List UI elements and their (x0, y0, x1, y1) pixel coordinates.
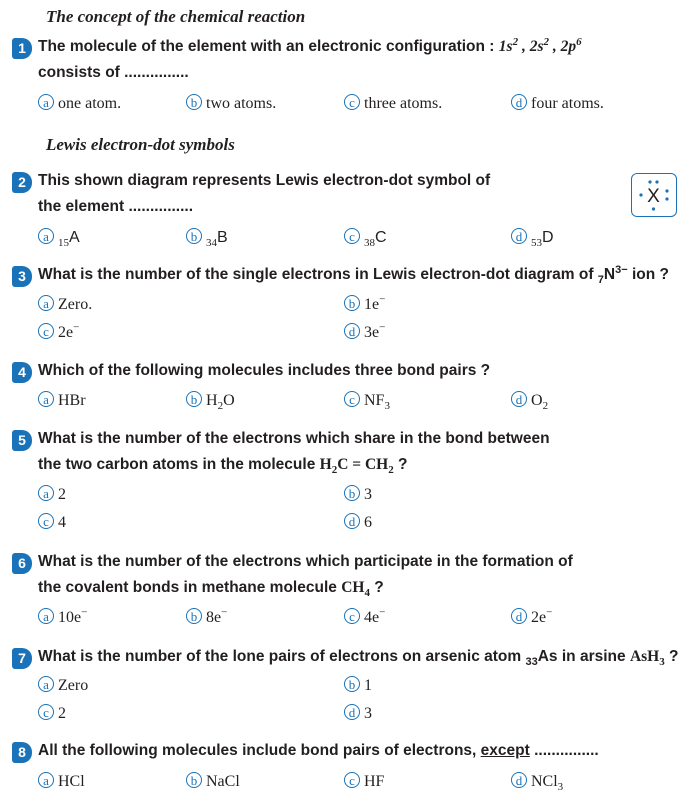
question-6-option-b[interactable]: b 8e− (186, 608, 227, 627)
question-8-option-a[interactable]: a HCl (38, 772, 85, 791)
question-number-3: 3 (12, 266, 32, 287)
question-8-line-1: All the following molecules include bond pairs of electrons, except ............... (38, 742, 599, 759)
ethylene-formula: $H_2C = CH_2$ (319, 456, 394, 477)
question-5-option-b[interactable]: b 3 (344, 485, 372, 504)
question-8-option-c[interactable]: c HF (344, 772, 384, 791)
question-number-5: 5 (12, 430, 32, 451)
question-6-line-1: What is the number of the electrons which participate in the formation of (38, 553, 573, 570)
question-2-option-c[interactable]: c $_{38}$C (344, 228, 387, 247)
question-3-line-1: What is the number of the single electrons in Lewis electron-dot diagram of $_7N^{3-}$ ion ? (38, 263, 669, 287)
question-7-option-a[interactable]: a Zero (38, 676, 88, 695)
section-heading-lewis: Lewis electron-dot symbols (46, 135, 235, 154)
question-4-line-1: Which of the following molecules includes three bond pairs ? (38, 362, 491, 379)
question-2-option-d[interactable]: d $_{53}$D (511, 228, 554, 247)
question-6-option-a[interactable]: a 10e− (38, 608, 87, 627)
question-2-option-a[interactable]: a $_{15}$A (38, 228, 80, 247)
except-keyword: except (480, 742, 530, 759)
question-1-option-b[interactable]: b two atoms. (186, 94, 276, 113)
question-5-line-1: What is the number of the electrons which share in the bond between (38, 430, 550, 447)
question-4-option-b[interactable]: b $H_2O$ (186, 391, 235, 410)
question-3-option-b[interactable]: b 1e− (344, 295, 385, 314)
question-number-8: 8 (12, 742, 32, 763)
question-8-option-b[interactable]: b NaCl (186, 772, 240, 791)
question-1-text: The molecule of the element with an electronic configuration : (38, 38, 499, 55)
question-5-option-c[interactable]: c 4 (38, 513, 66, 532)
lewis-dot-diagram (631, 173, 677, 217)
question-3-option-a[interactable]: a Zero. (38, 295, 92, 314)
question-5-option-d[interactable]: d 6 (344, 513, 372, 532)
question-5-line-2: the two carbon atoms in the molecule $H_2C = CH_2$ ? (38, 456, 408, 477)
question-number-1: 1 (12, 38, 32, 59)
question-7-option-c[interactable]: c 2 (38, 704, 66, 723)
question-3-option-d[interactable]: d 3e− (344, 323, 385, 342)
question-2-option-b[interactable]: b $_{34}$B (186, 228, 228, 247)
question-6-line-2: the covalent bonds in methane molecule $CH_4$ ? (38, 579, 384, 600)
question-number-4: 4 (12, 362, 32, 383)
question-number-2: 2 (12, 172, 32, 193)
methane-formula: $CH_4$ (341, 579, 370, 600)
question-2-line-1: This shown diagram represents Lewis electron-dot symbol of (38, 172, 491, 189)
question-1-line-2: consists of ............... (38, 64, 189, 81)
question-7-option-d[interactable]: d 3 (344, 704, 372, 723)
lewis-element-symbol: X (647, 186, 660, 207)
question-5-option-a[interactable]: a 2 (38, 485, 66, 504)
lewis-dot-symbol (632, 174, 675, 215)
arsine-formula: AsH$_3$ (629, 648, 665, 669)
question-number-6: 6 (12, 553, 32, 574)
question-4-option-a[interactable]: a HBr (38, 391, 86, 410)
section-heading-concept: The concept of the chemical reaction (46, 7, 306, 26)
question-7-line-1: What is the number of the lone pairs of electrons on arsenic atom $_{33}$As in arsine AsH$_3$ ? (38, 648, 679, 669)
question-3-option-c[interactable]: c 2e− (38, 323, 79, 342)
question-6-option-c[interactable]: c 4e− (344, 608, 385, 627)
question-4-option-c[interactable]: c $NF_3$ (344, 391, 390, 410)
question-1-option-c[interactable]: c three atoms. (344, 94, 442, 113)
question-2-line-2: the element ............... (38, 198, 194, 215)
question-7-option-b[interactable]: b 1 (344, 676, 372, 695)
question-8-option-d[interactable]: d NCl$_3$ (511, 772, 563, 791)
question-1-option-a[interactable]: a one atom. (38, 94, 121, 113)
question-4-option-d[interactable]: d $O_2$ (511, 391, 548, 410)
question-1-option-d[interactable]: d four atoms. (511, 94, 604, 113)
question-6-option-d[interactable]: d 2e− (511, 608, 552, 627)
electron-configuration: $1s^2$ , $2s^2$ , $2p^6$ (498, 35, 582, 55)
question-number-7: 7 (12, 648, 32, 669)
question-1-line-1 (38, 35, 582, 56)
